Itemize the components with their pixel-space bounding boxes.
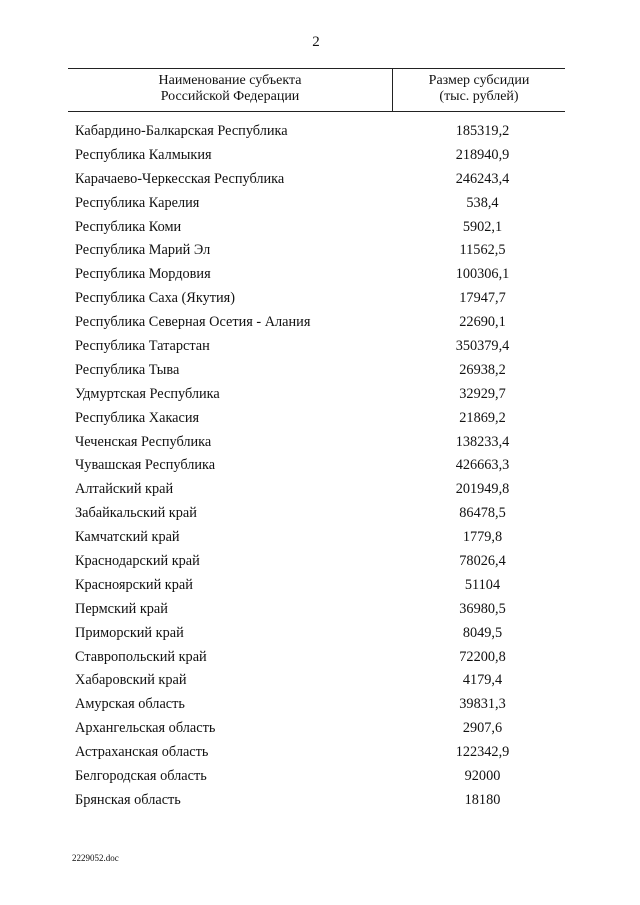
table-row [75,622,565,646]
table-row [75,239,565,263]
footer-file-name: 2229052.doc [72,853,119,863]
header-subsidy-amount [393,69,565,111]
table-row [75,574,565,598]
table-row [75,311,565,335]
subject-name: Республика Тыва [75,361,180,378]
subject-name: Республика Коми [75,218,182,235]
table-row [75,263,565,287]
subject-name: Ставропольский край [75,648,207,665]
subsidy-table [68,68,565,808]
subsidy-value: 1779,8 [462,529,503,546]
subject-name: Кабардино-Балкарская Республика [75,123,288,139]
subsidy-value: 350379,4 [455,338,510,355]
table-row [75,407,565,431]
subject-name: Амурская область [75,696,185,713]
table-header [68,68,565,112]
subsidy-value: 218940,9 [455,146,510,163]
subsidy-value: 201949,8 [455,481,510,498]
subject-name: Белгородская область [75,768,207,785]
subject-name: Республика Татарстан [75,338,210,355]
table-row [75,216,565,240]
subsidy-value: 17947,7 [459,290,506,307]
subsidy-value: 26938,2 [459,361,506,378]
subsidy-value: 538,4 [466,194,499,211]
subject-name: Республика Марий Эл [75,242,211,259]
subject-name: Республика Калмыкия [75,146,212,163]
table-row [75,669,565,693]
table-row [75,431,565,455]
table-row [75,646,565,670]
subsidy-value: 4179,4 [462,672,503,689]
subsidy-value: 2907,6 [462,720,503,737]
table-row [75,335,565,359]
subsidy-value: 18180 [464,791,501,808]
subject-name: Краснодарский край [75,553,200,570]
table-row [75,383,565,407]
subsidy-value: 92000 [464,768,501,785]
subsidy-value: 39831,3 [459,696,506,713]
subsidy-value: 78026,4 [459,553,506,570]
subject-name: Республика Саха (Якутия) [75,290,235,307]
table-row [75,789,565,813]
subsidy-value: 86478,5 [459,505,506,522]
page-number: 2 [312,34,320,50]
table-row [75,717,565,741]
subject-name: Брянская область [75,791,181,808]
header-subsidy-amount-line2: (тыс. рублей) [439,89,519,104]
subject-name: Республика Хакасия [75,409,200,426]
subsidy-value: 138233,4 [455,433,510,450]
subject-name: Чеченская Республика [75,433,212,450]
subsidy-value: 51104 [464,576,501,593]
table-row [75,168,565,192]
subsidy-value: 100306,1 [455,266,510,283]
subject-name: Архангельская область [75,720,216,737]
subsidy-value: 36980,5 [459,600,506,617]
table-row [75,454,565,478]
subject-name: Камчатский край [75,529,180,546]
table-row [75,765,565,789]
table-row [75,550,565,574]
subject-name: Забайкальский край [75,505,197,522]
header-subject-name-line1: Наименование субъекта [158,73,302,88]
subject-name: Удмуртская Республика [75,385,220,402]
subsidy-value: 185319,2 [455,123,510,139]
table-row [75,741,565,765]
table-row [75,359,565,383]
table-row [75,598,565,622]
subsidy-value: 32929,7 [459,385,506,402]
subsidy-value: 426663,3 [455,457,510,474]
subject-name: Хабаровский край [75,672,187,689]
subsidy-value: 122342,9 [455,744,510,761]
subject-name: Астраханская область [75,744,209,761]
subject-name: Карачаево-Черкесская Республика [75,170,285,187]
table-body [75,120,565,813]
subsidy-value: 11562,5 [459,242,506,259]
header-subject-name-line2: Российской Федерации [160,89,300,104]
subsidy-value: 22690,1 [459,314,506,331]
subsidy-value: 72200,8 [459,648,506,665]
header-subject-name [68,69,392,111]
subject-name: Республика Мордовия [75,266,211,283]
table-row [75,192,565,216]
subsidy-value: 21869,2 [459,409,506,426]
table-row [75,502,565,526]
subject-name: Республика Карелия [75,194,200,211]
subject-name: Красноярский край [75,576,193,593]
subsidy-value: 5902,1 [462,218,503,235]
header-subsidy-amount-line1: Размер субсидии [428,73,530,88]
subject-name: Приморский край [75,624,184,641]
subject-name: Чувашская Республика [75,457,216,474]
table-row [75,144,565,168]
table-row [75,526,565,550]
subsidy-value: 246243,4 [455,170,510,187]
table-row [75,287,565,311]
subject-name: Республика Северная Осетия - Алания [75,314,311,331]
table-row [75,120,565,144]
table-row [75,478,565,502]
table-row [75,693,565,717]
subject-name: Пермский край [75,600,168,617]
subsidy-value: 8049,5 [462,624,503,641]
subject-name: Алтайский край [75,481,174,498]
